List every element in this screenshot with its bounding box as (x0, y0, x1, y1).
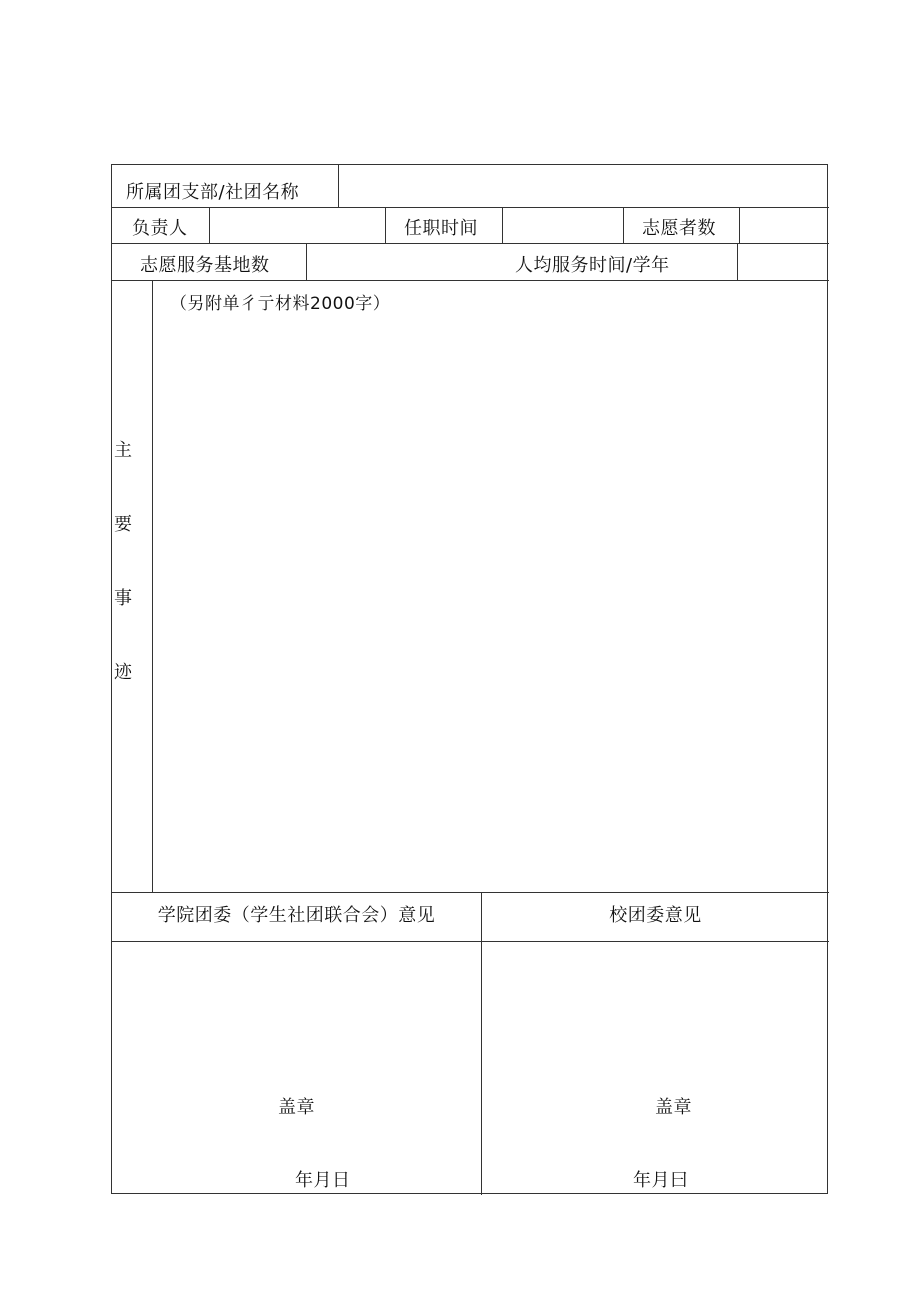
org-name-label: 所属团支部/社团名称 (126, 182, 300, 203)
leader-label: 负责人 (132, 218, 188, 239)
org-name-field[interactable] (339, 165, 828, 207)
main-deeds-char: 事 (114, 588, 132, 609)
row-divider (112, 280, 829, 281)
leader-field[interactable] (210, 208, 385, 243)
volunteer-count-field[interactable] (740, 208, 828, 243)
main-deeds-textarea[interactable] (153, 315, 828, 891)
term-label: 任职时间 (404, 218, 478, 239)
base-count-label: 志愿服务基地数 (140, 255, 270, 276)
school-opinion-area[interactable] (482, 942, 828, 1194)
college-seal-label: 盖章 (278, 1097, 315, 1118)
form-table (111, 164, 828, 1194)
school-date-label: 年月曰 (633, 1170, 689, 1191)
volunteer-count-label: 志愿者数 (642, 218, 716, 239)
base-count-field[interactable] (307, 244, 507, 280)
school-seal-label: 盖章 (655, 1097, 692, 1118)
avg-hours-label: 人均服务时间/学年 (515, 255, 670, 276)
row-divider (112, 892, 829, 893)
term-field[interactable] (503, 208, 623, 243)
college-opinion-header: 学院团委（学生社团联合会）意见 (157, 905, 436, 926)
college-opinion-area[interactable] (112, 942, 481, 1194)
avg-hours-field[interactable] (738, 244, 828, 280)
main-deeds-char: 主 (114, 440, 132, 461)
college-date-label: 年月日 (295, 1170, 351, 1191)
main-deeds-note: （另附单彳亍材料2000字） (170, 294, 391, 314)
cell-divider (623, 207, 624, 243)
cell-divider (385, 207, 386, 243)
main-deeds-char: 迹 (114, 662, 132, 683)
school-opinion-header: 校团委意见 (609, 905, 702, 926)
main-deeds-char: 要 (114, 514, 132, 535)
